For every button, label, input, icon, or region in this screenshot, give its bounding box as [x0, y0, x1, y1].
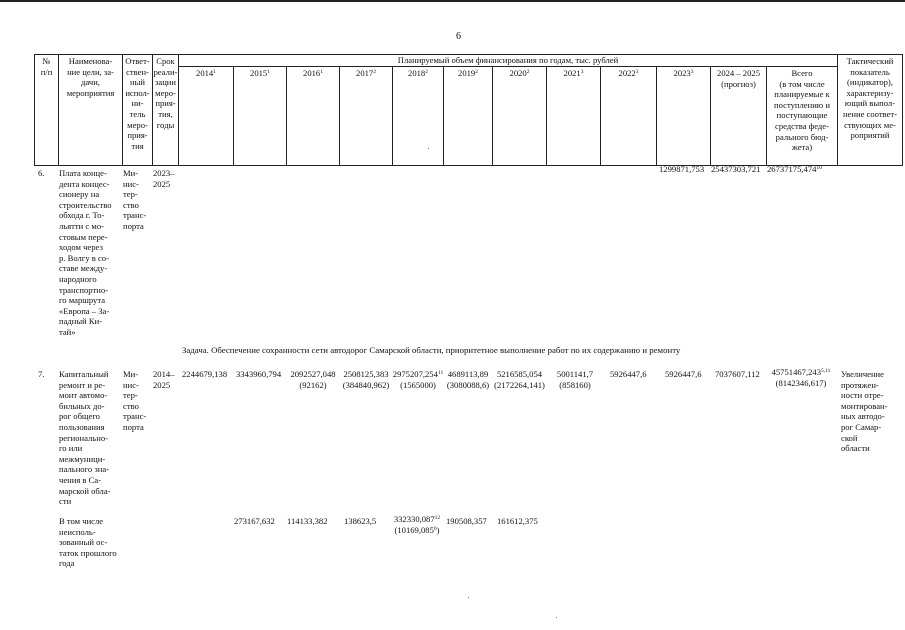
- header-year-2022: 2022$^3$: [618, 68, 639, 78]
- row7-value-2024-2025: 7037607,112: [715, 369, 760, 379]
- row7-responsible: Ми- нис- тер- ство транс- порта: [123, 369, 147, 432]
- row7-value-2018: 2975207,254$^{11}$ (1565000): [392, 369, 444, 390]
- row7-number: 7.: [38, 369, 45, 379]
- row7-term: 2014– 2025: [153, 369, 175, 390]
- row7sub-name: В том числе неисполь- зованный ос- таток прошлого года: [59, 516, 117, 569]
- row7sub-value-2017: 138623,5: [344, 516, 377, 526]
- header-term: Срок реали- зации меро- прия- тия, годы: [153, 56, 178, 130]
- header-funding-title: Планируемый объем финансирования по годам, тыс. рублей: [397, 55, 619, 65]
- row6-value-2023: 1299871,753: [659, 164, 705, 174]
- row7-value-2016: 2092527,048 (92162): [290, 369, 336, 390]
- row7-value-2021: 5001141,7 (858160): [556, 369, 594, 390]
- row7sub-value-2016: 114133,382: [287, 516, 328, 526]
- header-year-2021: 2021$^3$: [563, 68, 584, 78]
- row7-value-2020: 5216585,054 (2172264,141): [494, 369, 545, 390]
- task-heading: Задача. Обеспечение сохранности сети автодорог Самарской области, приоритетное выполнение работ по их содержанию и ремонту: [182, 345, 681, 355]
- header-year-2023: 2023$^3$: [673, 68, 694, 78]
- page-number: 6: [456, 31, 461, 42]
- scan-speck: [428, 148, 429, 149]
- header-responsible: Ответ- ствен- ный испол- ни- тель меро- прия- тия: [125, 56, 150, 151]
- header-year-2015: 2015$^1$: [250, 68, 270, 78]
- row7sub-value-2018: 332330,087$^{12}$ (10169,085$^6$): [393, 514, 441, 535]
- scan-speck: [556, 617, 557, 618]
- row7-value-2014: 2244679,138: [182, 369, 228, 379]
- row6-value-2024-2025: 25437303,721: [711, 164, 761, 174]
- scan-speck: [468, 597, 469, 598]
- row6-total: 26737175,474$^{10}$: [767, 164, 822, 174]
- header-name: Наименова- ние цели, за- дачи, мероприятия: [66, 56, 115, 98]
- row6-term: 2023– 2025: [153, 168, 175, 189]
- row7-value-2023: 5926447,6: [665, 369, 702, 379]
- row7-name: Капитальный ремонт и ре- монт автомо- бильных до- рог общего пользования регионально- го или межмуници- пального зна- чения в Са- марской обла- сти: [59, 369, 111, 507]
- header-year-2016: 2016$^1$: [303, 68, 323, 78]
- row7sub-value-2019: 190508,357: [446, 516, 487, 526]
- row6-responsible: Ми- нис- тер- ство транс- порта: [123, 168, 147, 231]
- header-year-2024-2025: 2024 – 2025 (прогноз): [717, 68, 760, 89]
- row7-value-2022: 5926447,6: [610, 369, 647, 379]
- header-year-2020: 2020$^2$: [509, 68, 530, 78]
- header-total: Всего (в том числе планируемые к поступлению и поступающие средства феде- рального бюд- жета): [774, 68, 830, 153]
- header-year-2014: 2014$^1$: [196, 68, 216, 78]
- header-year-2018: 2018$^2$: [408, 68, 428, 78]
- row6-name: Плата конце- дента концес- сионеру на строительство обхода г. То- льятти с мо- стовым пере- ходом через р. Волгу в со- ставе между- народного транспортно- го маршрута «Европа – За- падный Ки- тай»: [59, 168, 112, 337]
- row7sub-value-2015: 273167,632: [234, 516, 275, 526]
- header-indicator: Тактический показатель (индикатор), характеризу- ющий выпол- нение соответ- ствующих ме- роприятий: [842, 56, 898, 141]
- row7-value-2019: 4689113,89 (3080088,6): [446, 369, 490, 390]
- header-year-2019: 2019$^2$: [458, 68, 478, 78]
- row7-value-2015: 3343960,794: [236, 369, 282, 379]
- row6-number: 6.: [38, 168, 45, 178]
- row7-value-2017: 2508125,383 (384840,962): [342, 369, 390, 390]
- row7-indicator: Увеличение протяжен- ности отре- монтирован- ных автодо- рог Самар- ской области: [841, 369, 888, 454]
- header-number: № п/п: [40, 56, 53, 77]
- row7-total: 45751467,243$^{5,11}$ (8142346,617): [771, 367, 831, 388]
- row7sub-value-2020: 161612,375: [497, 516, 538, 526]
- top-border-line: [0, 0, 905, 2]
- header-year-2017: 2017$^2$: [356, 68, 376, 78]
